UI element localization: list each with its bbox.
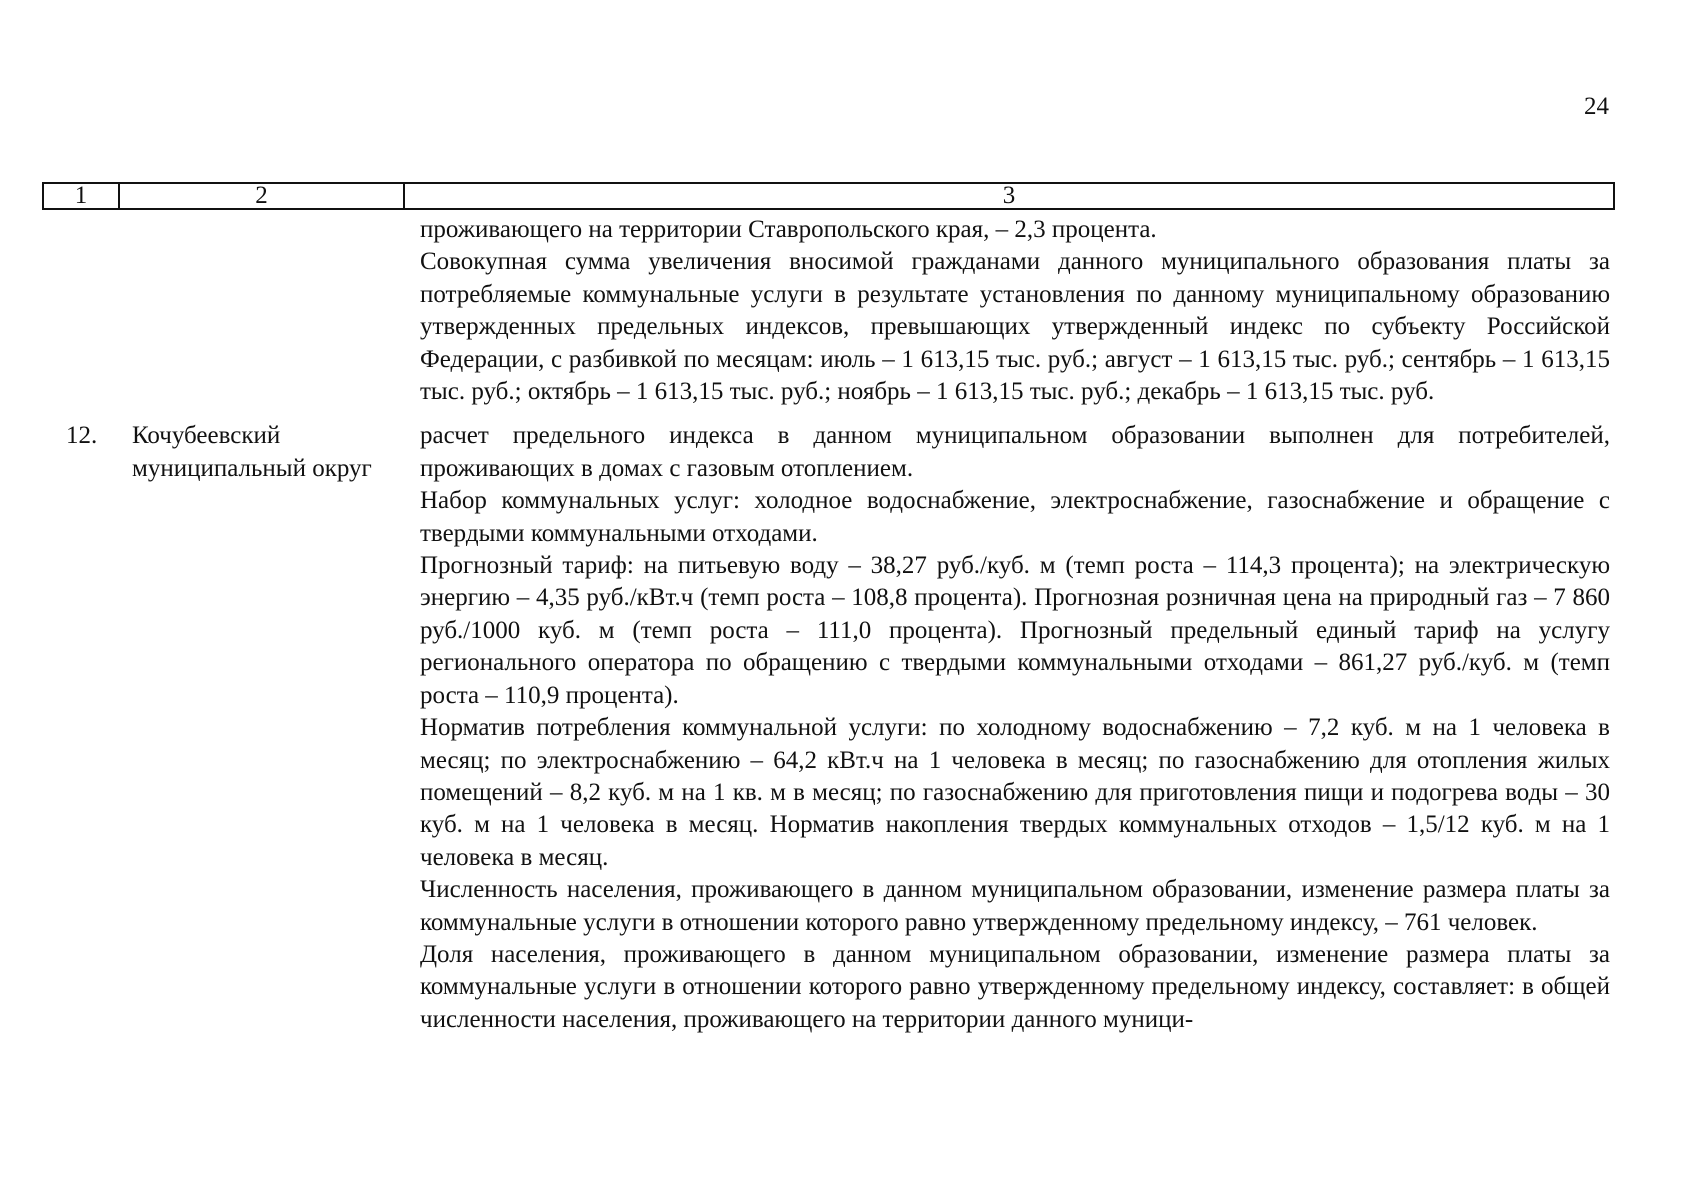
table-row-continuation	[0, 214, 1697, 408]
row-text	[420, 214, 1610, 408]
table-row-12	[0, 420, 1697, 1036]
paragraph: Набор коммунальных услуг: холодное водоснабжение, электроснабжение, газоснабжение и обращение с твердыми коммунальными отходами.	[420, 487, 1610, 547]
municipality-name: Кочубеевский муниципальный округ	[132, 422, 372, 482]
paragraph: Доля населения, проживающего в данном муниципальном образовании, изменение размера платы за коммунальные услуги в отношении которого равно утвержденному предельному индексу, составляет: в общей численности населения, проживающего на территории данного муници-	[420, 940, 1610, 1033]
paragraph: Прогнозный тариф: на питьевую воду – 38,27 руб./куб. м (темп роста – 114,3 процента); на электрическую энергию – 4,35 руб./кВт.ч (темп роста – 108,8 процента). Прогнозная розничная цена на природный газ – 7 860 руб./1000 куб. м (темп роста – 111,0 процента). Прогнозный предельный единый тариф на услугу регионального оператора по обращению с твердыми коммунальными отходами – 861,27 руб./куб. м (темп роста – 110,9 процента).	[420, 552, 1610, 709]
header-col-1: 1	[44, 184, 120, 208]
header-col-3: 3	[1002, 182, 1016, 209]
page-number: 24	[1584, 93, 1609, 120]
paragraph: Норматив потребления коммунальной услуги: по холодному водоснабжению – 7,2 куб. м на 1 человека в месяц; по электроснабжению – 64,2 кВт.ч на 1 человека в месяц; по газоснабжению для отопления жилых помещений – 8,2 куб. м на 1 кв. м в месяц; по газоснабжению для приготовления пищи и подогрева воды – 30 куб. м на 1 человека в месяц. Норматив накопления твердых коммунальных отходов – 1,5/12 куб. м на 1 человека в месяц.	[420, 714, 1610, 871]
paragraph: проживающего на территории Ставропольского края, – 2,3 процента.	[420, 216, 1157, 243]
row-text	[420, 420, 1610, 1036]
paragraph: расчет предельного индекса в данном муниципальном образовании выполнен для потребителей, проживающих в домах с газовым отоплением.	[420, 422, 1610, 482]
row-number: 12.	[66, 422, 98, 450]
paragraph: Численность населения, проживающего в данном муниципальном образовании, изменение размера платы за коммунальные услуги в отношении которого равно утвержденному предельному индексу, – 761 человек.	[420, 876, 1610, 936]
table-header	[42, 182, 1615, 210]
paragraph: Совокупная сумма увеличения вносимой гражданами данного муниципального образования платы за потребляемые коммунальные услуги в результате установления по данному муниципальному образованию утвержденных предельных индексов, превышающих утвержденный индекс по субъекту Российской Федерации, с разбивкой по месяцам: июль – 1 613,15 тыс. руб.; август – 1 613,15 тыс. руб.; сентябрь – 1 613,15 тыс. руб.; октябрь – 1 613,15 тыс. руб.; ноябрь – 1 613,15 тыс. руб.; декабрь – 1 613,15 тыс. руб.	[420, 248, 1610, 406]
table-body	[0, 214, 1697, 1036]
header-col-2: 2	[120, 184, 405, 208]
